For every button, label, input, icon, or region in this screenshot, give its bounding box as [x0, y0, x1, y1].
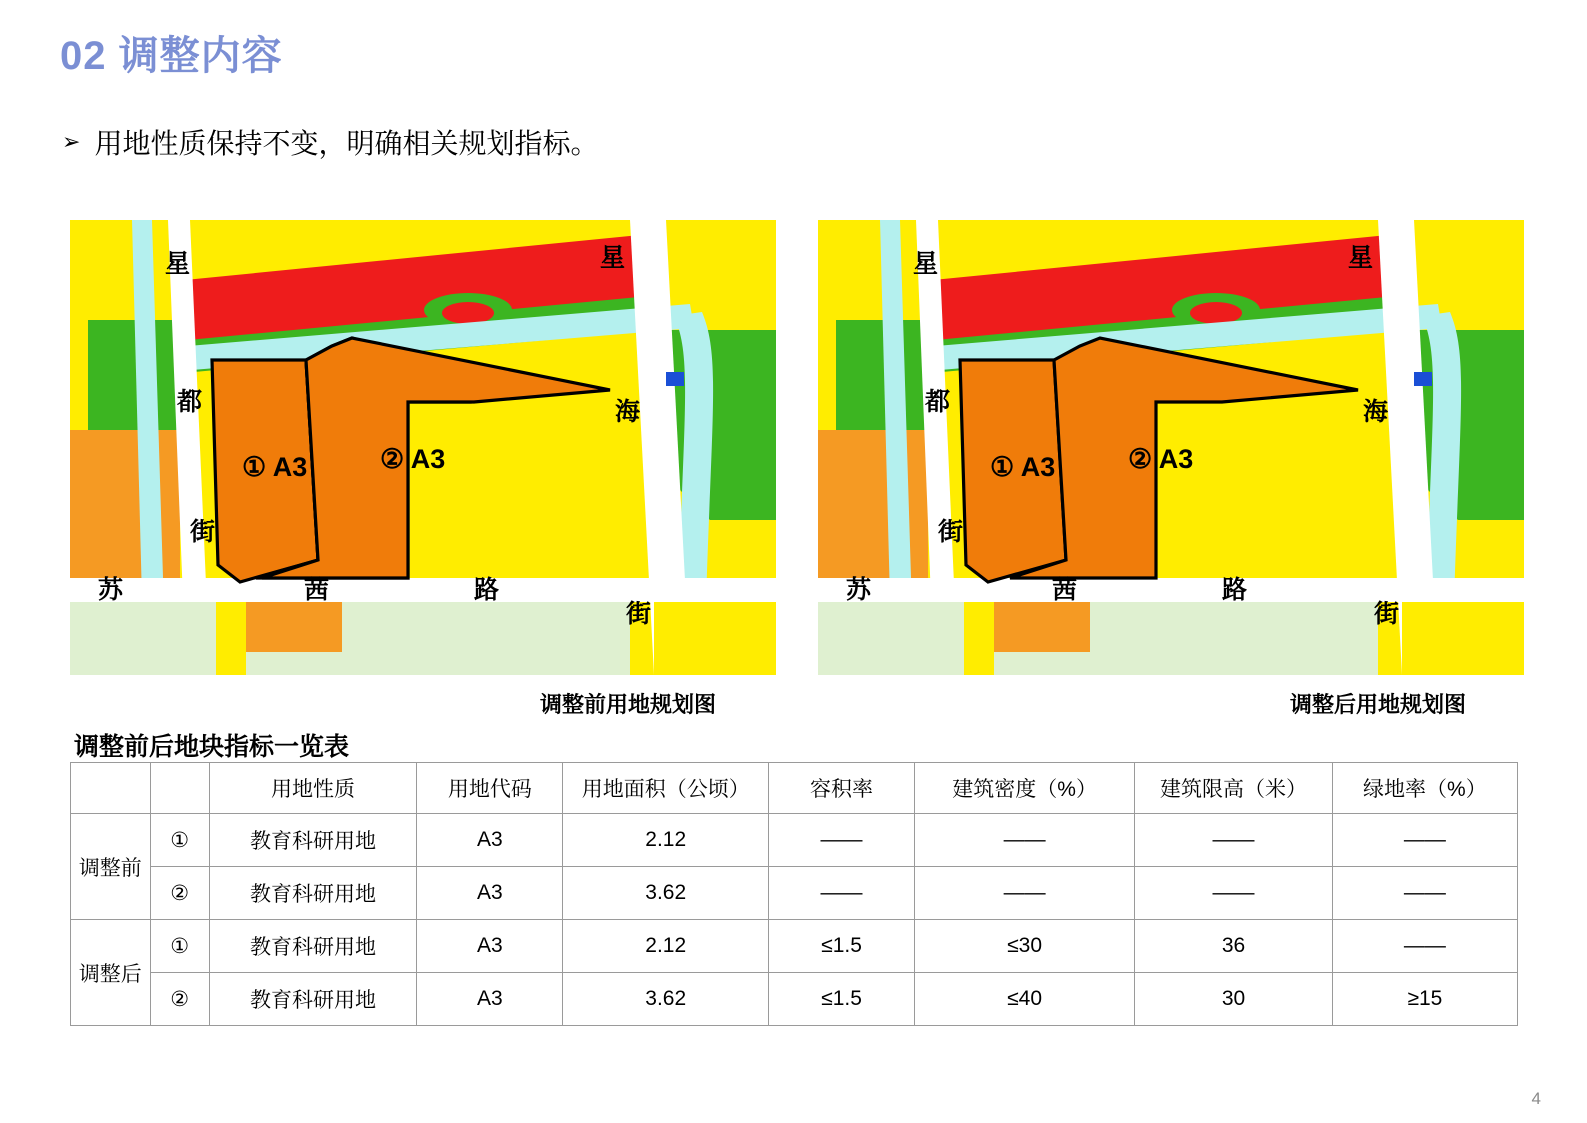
- map-before-adjustment: [70, 220, 776, 675]
- group-label-before: 调整前: [71, 814, 151, 920]
- parcel-1-label: ① A3: [990, 452, 1056, 482]
- parcel-1-label: ① A3: [242, 452, 308, 482]
- bullet-row: [62, 122, 598, 162]
- street-label-xing-2: 星: [1348, 244, 1374, 272]
- header-height: 建筑限高（米）: [1135, 763, 1333, 814]
- street-label-jie-2: 街: [1374, 600, 1400, 628]
- cell-height: ——: [1135, 867, 1333, 920]
- orange-block-bottom: [246, 602, 342, 652]
- cell-density: ——: [914, 867, 1134, 920]
- cell-area: 3.62: [563, 973, 769, 1026]
- cell-height: ——: [1135, 814, 1333, 867]
- map-before-graphic: [70, 220, 776, 675]
- table-title: 调整前后地块指标一览表: [74, 733, 350, 761]
- street-label-su: 苏: [846, 576, 872, 604]
- cell-green: ——: [1332, 920, 1517, 973]
- cell-code: A3: [417, 973, 563, 1026]
- table-row: [71, 867, 1518, 920]
- cell-far: ——: [769, 867, 915, 920]
- yellow-block-bottom-right: [1402, 602, 1524, 675]
- bullet-arrow-icon: ➢: [62, 129, 81, 154]
- header-code: 用地代码: [417, 763, 563, 814]
- cell-green: ——: [1332, 867, 1517, 920]
- parcel-2-label: ② A3: [1128, 444, 1194, 474]
- header-far: 容积率: [769, 763, 915, 814]
- red-patch: [442, 302, 494, 324]
- group-label-after: 调整后: [71, 920, 151, 1026]
- cell-far: ——: [769, 814, 915, 867]
- header-nature: 用地性质: [209, 763, 417, 814]
- bullet-text: 用地性质保持不变，明确相关规划指标。: [94, 128, 599, 159]
- street-label-su: 苏: [98, 576, 124, 604]
- cell-nature: 教育科研用地: [209, 920, 417, 973]
- park-bottom-left: [70, 602, 216, 675]
- map-after-caption: 调整后用地规划图: [1290, 692, 1467, 717]
- cell-height: 30: [1135, 973, 1333, 1026]
- cell-green: ≥15: [1332, 973, 1517, 1026]
- cell-far: ≤1.5: [769, 973, 915, 1026]
- page-number: 4: [1531, 1089, 1541, 1108]
- table-header-row: [71, 763, 1518, 814]
- street-label-lu: 路: [1222, 576, 1248, 604]
- street-label-du: 都: [177, 388, 203, 416]
- street-label-hai: 海: [615, 398, 641, 426]
- blue-marker: [666, 372, 684, 386]
- row-index: ①: [150, 920, 209, 973]
- street-label-lu: 路: [474, 576, 500, 604]
- row-index: ②: [150, 867, 209, 920]
- cell-area: 3.62: [563, 867, 769, 920]
- table-row: [71, 814, 1518, 867]
- cell-code: A3: [417, 867, 563, 920]
- page-title: 02 调整内容: [60, 34, 283, 78]
- header-area: 用地面积（公顷）: [563, 763, 769, 814]
- cell-nature: 教育科研用地: [209, 973, 417, 1026]
- parcel-2-label: ② A3: [380, 444, 446, 474]
- street-label-jie: 街: [938, 518, 964, 546]
- street-label-jie: 街: [190, 518, 216, 546]
- street-label-hai: 海: [1363, 398, 1389, 426]
- street-label-xing: 星: [165, 250, 191, 278]
- header-density: 建筑密度（%）: [914, 763, 1134, 814]
- cell-area: 2.12: [563, 814, 769, 867]
- street-label-jie-2: 街: [626, 600, 652, 628]
- cell-density: ——: [914, 814, 1134, 867]
- cell-nature: 教育科研用地: [209, 867, 417, 920]
- row-index: ①: [150, 814, 209, 867]
- red-patch: [1190, 302, 1242, 324]
- orange-block-bottom: [994, 602, 1090, 652]
- street-label-du: 都: [925, 388, 951, 416]
- table-row: [71, 973, 1518, 1026]
- header-green: 绿地率（%）: [1332, 763, 1517, 814]
- row-index: ②: [150, 973, 209, 1026]
- indicator-table: [70, 762, 1518, 1026]
- orange-block-left: [70, 430, 180, 580]
- street-label-xing: 星: [913, 250, 939, 278]
- cell-code: A3: [417, 814, 563, 867]
- cell-density: ≤40: [914, 973, 1134, 1026]
- cell-green: ——: [1332, 814, 1517, 867]
- header-group: [71, 763, 151, 814]
- cell-code: A3: [417, 920, 563, 973]
- cell-height: 36: [1135, 920, 1333, 973]
- yellow-block-bottom-right: [654, 602, 776, 675]
- blue-marker: [1414, 372, 1432, 386]
- cell-density: ≤30: [914, 920, 1134, 973]
- park-bottom-left: [818, 602, 964, 675]
- header-index: [150, 763, 209, 814]
- street-label-qian: 茜: [1052, 576, 1078, 604]
- map-before-caption: 调整前用地规划图: [540, 692, 717, 717]
- cell-nature: 教育科研用地: [209, 814, 417, 867]
- map-after-graphic: [818, 220, 1524, 675]
- cell-far: ≤1.5: [769, 920, 915, 973]
- street-label-qian: 茜: [304, 576, 330, 604]
- cell-area: 2.12: [563, 920, 769, 973]
- map-after-adjustment: [818, 220, 1524, 675]
- table-row: [71, 920, 1518, 973]
- street-label-xing-2: 星: [600, 244, 626, 272]
- orange-block-left: [818, 430, 928, 580]
